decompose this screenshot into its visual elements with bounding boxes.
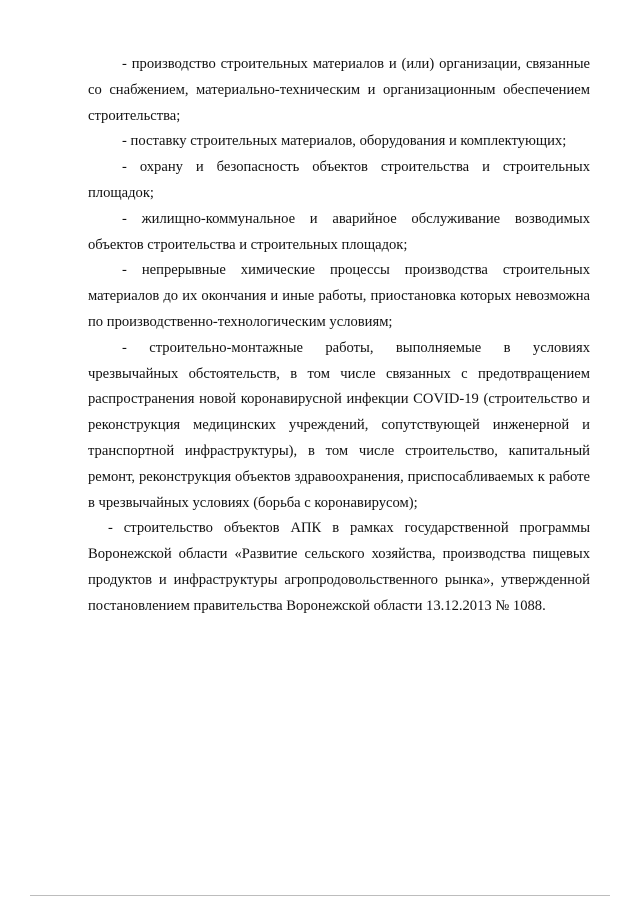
- list-item: - строительство объектов АПК в рамках государственной программы Воронежской области «Развитие сельского хозяйства, производства пищевых продуктов и инфраструктуры агропродовольственного рынка», утвержденной постановлением правительства Воронежской области 13.12.2013 № 1088.: [88, 520, 590, 614]
- list-item: - поставку строительных материалов, оборудования и комплектующих;: [122, 133, 567, 150]
- list-item: - охрану и безопасность объектов строительства и строительных площадок;: [88, 159, 590, 201]
- document-body: [88, 52, 590, 620]
- list-item: - производство строительных материалов и (или) организации, связанные со снабжением, материально-техническим и организационным обеспечением строительства;: [88, 56, 590, 124]
- list-item: - жилищно-коммунальное и аварийное обслуживание возводимых объектов строительства и строительных площадок;: [88, 210, 590, 253]
- list-item: - непрерывные химические процессы производства строительных материалов до их окончания и иные работы, приостановка которых невозможна по производственно-технологическим условиям;: [88, 262, 590, 330]
- page-bottom-divider: [30, 895, 610, 896]
- list-item: - строительно-монтажные работы, выполняемые в условиях чрезвычайных обстоятельств, в том числе связанных с предотвращением распространения новой коронавирусной инфекции COVID-19 (строительство и реконструкция медицинских учреждений, сопутствующей инженерной и транспортной инфраструктуры), в том числе строительство, капитальный ремонт, реконструкция объектов здравоохранения, приспосабливаемых к работе в чрезвычайных условиях (борьба с коронавирусом);: [88, 339, 590, 511]
